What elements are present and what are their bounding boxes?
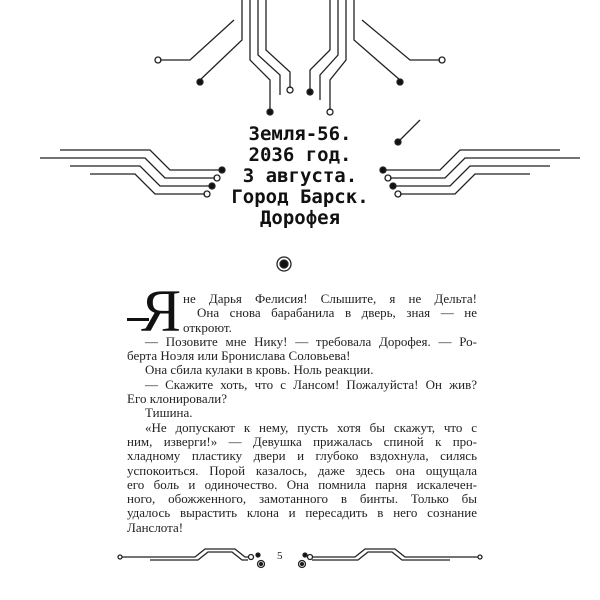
text-line: Его клонировали? xyxy=(127,391,227,407)
drop-cap: Я xyxy=(141,278,182,344)
heading-line: Город Барск. xyxy=(231,186,369,208)
text-line: Ланслота! xyxy=(127,519,184,535)
text-line: успокоиться. Порой казалось, даже здесь она ощущала xyxy=(127,462,477,478)
text-line: откроют. xyxy=(183,319,232,335)
center-target xyxy=(277,257,291,271)
text-line: удалось вырастить клона и пересадить в него сознание xyxy=(127,505,477,521)
heading-line: Земля-56. xyxy=(248,123,352,145)
text-line: не Дарья Фелисия! Слышите, я не Дельта! xyxy=(183,291,477,306)
top-circuit xyxy=(155,0,445,115)
heading-line: Дорофея xyxy=(259,207,341,229)
text-line: Тишина. xyxy=(145,405,193,421)
page-number: 5 xyxy=(277,550,283,562)
text-line: ним, изверги!» — Девушка прижалась спиной к про- xyxy=(127,433,477,449)
heading-line: 2036 год. xyxy=(248,144,352,166)
text-line: ного, обожженного, замотанного в бинты. Только бы xyxy=(127,491,477,507)
body-text xyxy=(127,278,477,535)
text-line: хладному пластику двери и глубоко вздохнула, силясь xyxy=(127,448,477,464)
text-line: берта Ноэля или Бронислава Соловьева! xyxy=(127,348,351,364)
footer-circuit xyxy=(118,549,482,568)
heading-line: 3 августа. xyxy=(242,165,358,187)
right-circuit xyxy=(380,120,580,197)
text-line: «Не допускают к нему, пусть хотя бы скажут, что с xyxy=(145,419,477,435)
text-line: Она сбила кулаки в кровь. Ноль реакции. xyxy=(145,362,374,378)
text-line: его боль и одиночество. Она помнила парня искалечен- xyxy=(127,476,477,492)
text-line: Она снова барабанила в дверь, зная — не xyxy=(197,305,477,321)
text-line: — Позовите мне Нику! — требовала Дорофея. — Ро- xyxy=(145,333,477,349)
text-line: — Скажите хоть, что с Лансом! Пожалуйста! Он жив? xyxy=(145,376,477,392)
left-circuit xyxy=(40,150,225,197)
chapter-heading xyxy=(200,124,400,229)
